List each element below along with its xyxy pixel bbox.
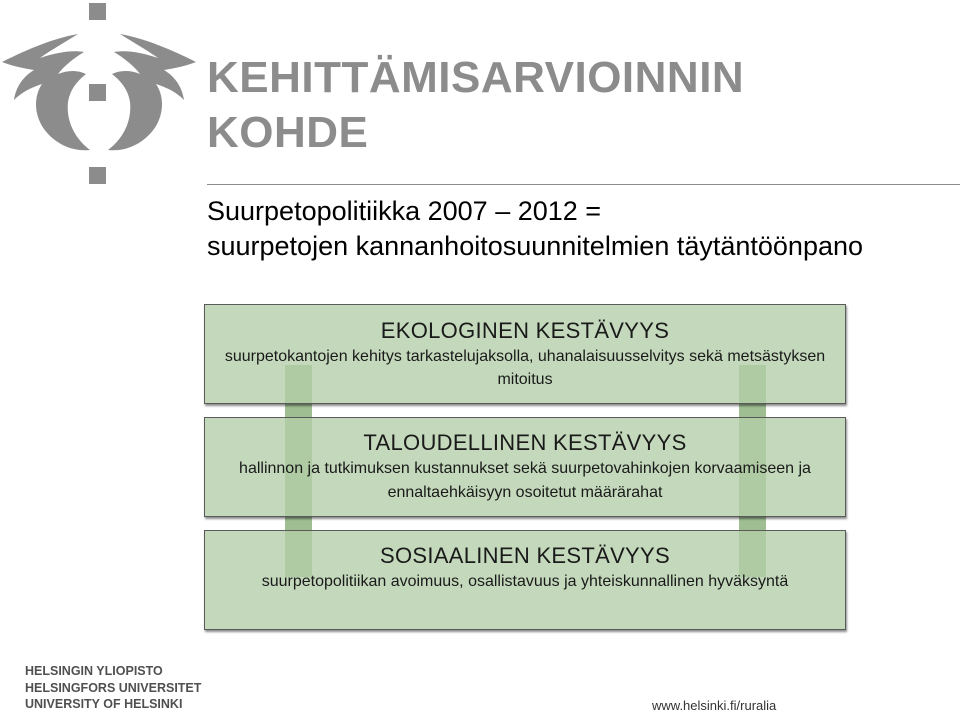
university-name-sv: HELSINGFORS UNIVERSITET [25, 680, 202, 695]
ecological-text: suurpetokantojen kehitys tarkastelujaksolla, uhanalaisuusselvitys sekä metsästyksen mitoitus [224, 348, 826, 388]
title-line-1: KEHITTÄMISARVIOINNIN [207, 53, 745, 102]
title-divider [207, 184, 960, 185]
university-wordmark [25, 663, 201, 713]
subtitle-line-1: Suurpetopolitiikka 2007 – 2012 = [207, 196, 602, 226]
page-title [207, 50, 947, 160]
economic-text: hallinnon ja tutkimuksen kustannukset sekä suurpetovahinkojen korvaamiseen ja ennaltaehkäisyyn osoitetut määrärahat [239, 460, 811, 501]
title-line-2: KOHDE [207, 108, 369, 157]
university-flame-logo-icon [0, 0, 200, 200]
footer-url[interactable]: www.helsinki.fi/ruralia [652, 698, 777, 713]
subtitle [207, 194, 957, 264]
university-name-fi: HELSINGIN YLIOPISTO [25, 664, 163, 678]
subtitle-line-2: suurpetojen kannanhoitosuunnitelmien täytäntöönpano [207, 231, 864, 261]
social-heading: SOSIAALINEN KESTÄVYYS [380, 543, 670, 568]
social-sustainability-box [204, 530, 846, 630]
social-text: suurpetopolitiikan avoimuus, osallistavuus ja yhteiskunnallinen hyväksyntä [261, 573, 789, 590]
economic-sustainability-box [204, 417, 846, 517]
ecological-sustainability-box [204, 304, 846, 404]
university-name-en: UNIVERSITY OF HELSINKI [25, 697, 183, 711]
ecological-heading: EKOLOGINEN KESTÄVYYS [380, 318, 670, 343]
economic-heading: TALOUDELLINEN KESTÄVYYS [363, 430, 687, 455]
